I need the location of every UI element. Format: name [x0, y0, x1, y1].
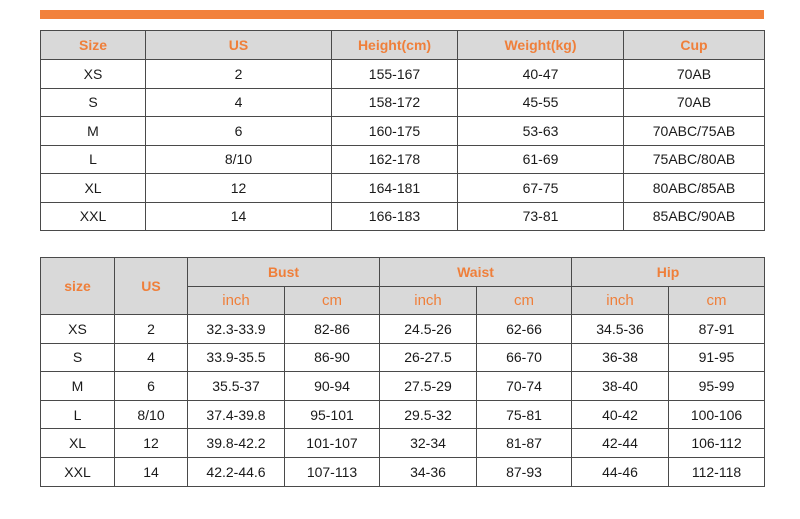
table-cell: 160-175	[332, 117, 458, 146]
table-cell: 75ABC/80AB	[624, 145, 765, 174]
table-cell: 162-178	[332, 145, 458, 174]
header-size: Size	[41, 31, 146, 60]
table-cell: 70-74	[477, 372, 572, 401]
table-cell: 90-94	[285, 372, 380, 401]
table-cell: 107-113	[285, 457, 380, 486]
header-weight: Weight(kg)	[458, 31, 624, 60]
table-row	[41, 315, 765, 344]
table-cell: 35.5-37	[188, 372, 285, 401]
table-cell: 40-47	[458, 60, 624, 89]
table-cell: M	[41, 372, 115, 401]
table-cell: 87-91	[669, 315, 765, 344]
table-cell: 2	[146, 60, 332, 89]
table-row	[41, 202, 765, 231]
table-cell: 73-81	[458, 202, 624, 231]
table-cell: S	[41, 88, 146, 117]
table-cell: 8/10	[115, 400, 188, 429]
table-row	[41, 145, 765, 174]
table-row	[41, 400, 765, 429]
table-cell: 34.5-36	[572, 315, 669, 344]
table-cell: 36-38	[572, 343, 669, 372]
table-cell: 12	[115, 429, 188, 458]
table-cell: 26-27.5	[380, 343, 477, 372]
table-cell: 62-66	[477, 315, 572, 344]
table-row	[41, 174, 765, 203]
table-row	[41, 457, 765, 486]
table-cell: 155-167	[332, 60, 458, 89]
table-cell: 2	[115, 315, 188, 344]
table-cell: 66-70	[477, 343, 572, 372]
table-cell: 34-36	[380, 457, 477, 486]
header-bust: Bust	[188, 258, 380, 287]
table-cell: 6	[115, 372, 188, 401]
table-row	[41, 429, 765, 458]
table-cell: XXL	[41, 457, 115, 486]
table-cell: 61-69	[458, 145, 624, 174]
unit-bust-cm: cm	[285, 286, 380, 315]
table-cell: 42-44	[572, 429, 669, 458]
unit-hip-inch: inch	[572, 286, 669, 315]
header-hip: Hip	[572, 258, 765, 287]
table-cell: 45-55	[458, 88, 624, 117]
table-cell: 14	[115, 457, 188, 486]
table-cell: 32.3-33.9	[188, 315, 285, 344]
table-cell: XS	[41, 315, 115, 344]
table-cell: 80ABC/85AB	[624, 174, 765, 203]
table-cell: S	[41, 343, 115, 372]
table-cell: 164-181	[332, 174, 458, 203]
table-cell: 81-87	[477, 429, 572, 458]
table-cell: 38-40	[572, 372, 669, 401]
table-header-row	[41, 258, 765, 287]
table-cell: 27.5-29	[380, 372, 477, 401]
table-cell: 87-93	[477, 457, 572, 486]
table-cell: XL	[41, 174, 146, 203]
table-cell: XS	[41, 60, 146, 89]
unit-bust-inch: inch	[188, 286, 285, 315]
table-cell: 158-172	[332, 88, 458, 117]
header-cup: Cup	[624, 31, 765, 60]
accent-bar	[40, 10, 764, 19]
table-cell: 70AB	[624, 88, 765, 117]
table-cell: 32-34	[380, 429, 477, 458]
table-cell: 8/10	[146, 145, 332, 174]
header-size: size	[41, 258, 115, 315]
table-cell: 12	[146, 174, 332, 203]
table-cell: L	[41, 400, 115, 429]
unit-hip-cm: cm	[669, 286, 765, 315]
size-height-weight-table	[40, 30, 765, 231]
table-cell: 44-46	[572, 457, 669, 486]
table-cell: L	[41, 145, 146, 174]
unit-waist-cm: cm	[477, 286, 572, 315]
table-header-row	[41, 31, 765, 60]
table-row	[41, 117, 765, 146]
table-cell: 112-118	[669, 457, 765, 486]
table-cell: 101-107	[285, 429, 380, 458]
table-cell: 106-112	[669, 429, 765, 458]
table-cell: 70AB	[624, 60, 765, 89]
table-cell: 95-99	[669, 372, 765, 401]
table-cell: 4	[115, 343, 188, 372]
table-cell: M	[41, 117, 146, 146]
table-cell: 29.5-32	[380, 400, 477, 429]
table-cell: 75-81	[477, 400, 572, 429]
table-cell: 67-75	[458, 174, 624, 203]
header-waist: Waist	[380, 258, 572, 287]
table-cell: 70ABC/75AB	[624, 117, 765, 146]
table-row	[41, 88, 765, 117]
table-cell: 85ABC/90AB	[624, 202, 765, 231]
table-cell: 91-95	[669, 343, 765, 372]
table-cell: XXL	[41, 202, 146, 231]
table-cell: 53-63	[458, 117, 624, 146]
table-row	[41, 343, 765, 372]
header-us: US	[146, 31, 332, 60]
table-cell: 6	[146, 117, 332, 146]
unit-waist-inch: inch	[380, 286, 477, 315]
table-cell: 33.9-35.5	[188, 343, 285, 372]
table-cell: 24.5-26	[380, 315, 477, 344]
table-cell: 95-101	[285, 400, 380, 429]
table-cell: 4	[146, 88, 332, 117]
table-cell: 100-106	[669, 400, 765, 429]
table-cell: 82-86	[285, 315, 380, 344]
header-us: US	[115, 258, 188, 315]
table-cell: XL	[41, 429, 115, 458]
table-cell: 86-90	[285, 343, 380, 372]
table-row	[41, 372, 765, 401]
table-cell: 37.4-39.8	[188, 400, 285, 429]
table-cell: 166-183	[332, 202, 458, 231]
body-measurements-table	[40, 257, 765, 487]
table-cell: 14	[146, 202, 332, 231]
table-cell: 39.8-42.2	[188, 429, 285, 458]
table-cell: 42.2-44.6	[188, 457, 285, 486]
table-row	[41, 60, 765, 89]
table-cell: 40-42	[572, 400, 669, 429]
header-height: Height(cm)	[332, 31, 458, 60]
